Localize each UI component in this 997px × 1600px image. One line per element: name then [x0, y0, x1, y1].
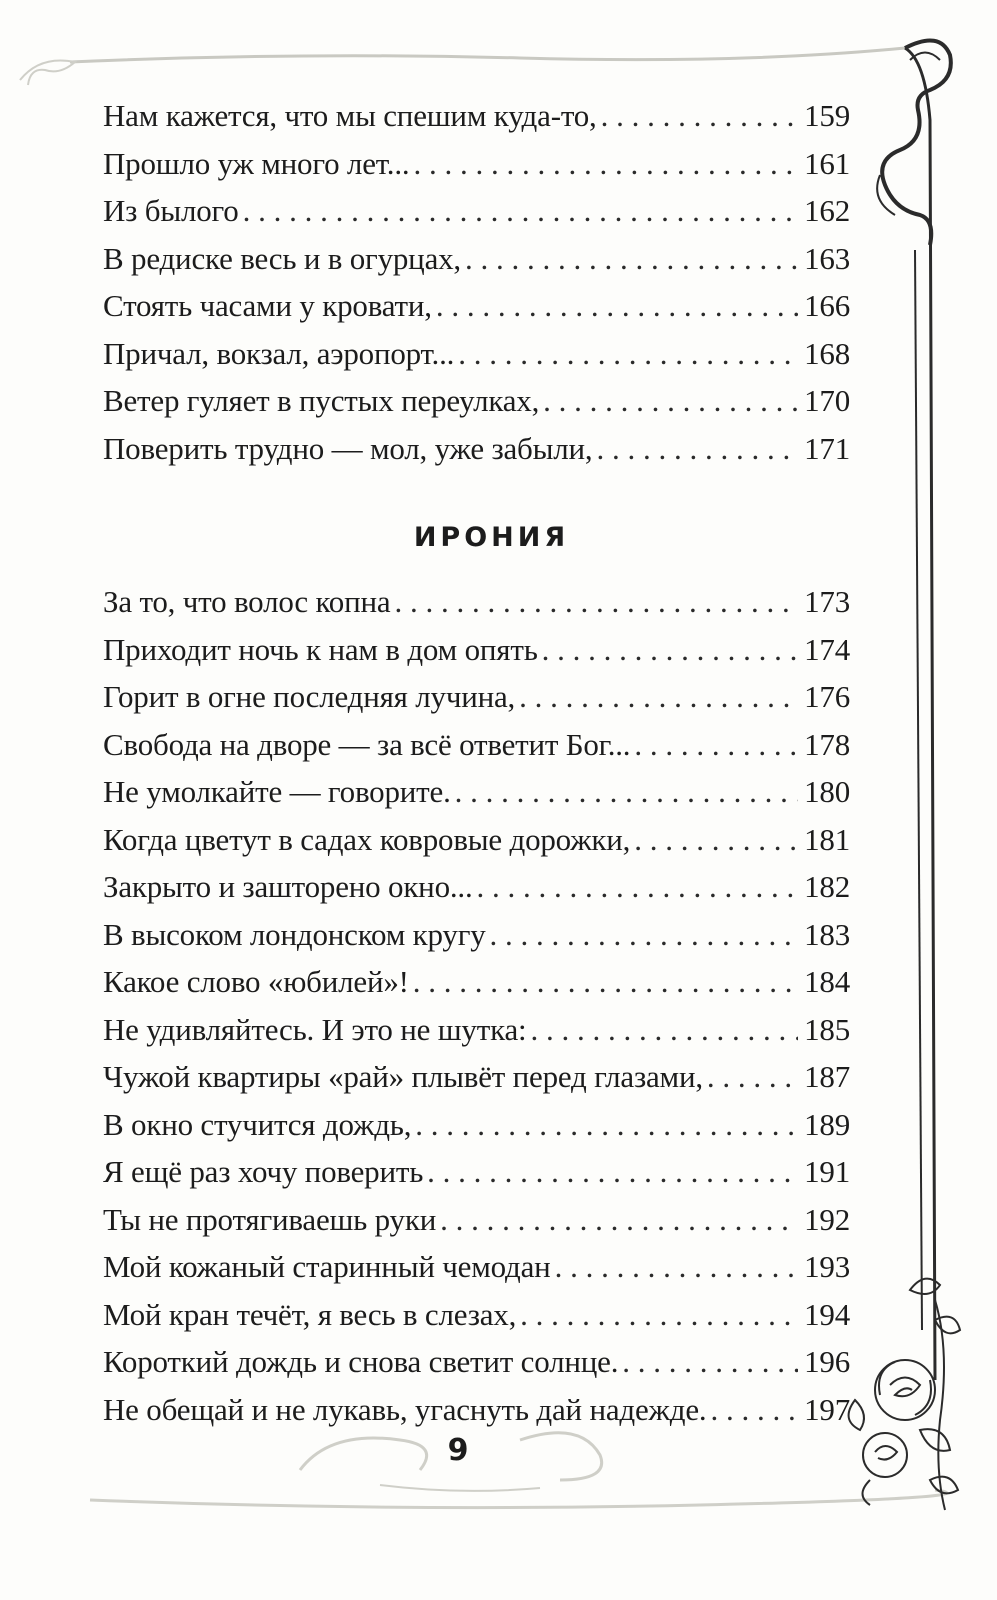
toc-entry[interactable]	[103, 383, 850, 431]
toc-entry-page: 166	[804, 288, 850, 323]
leader-dots	[530, 1012, 798, 1048]
toc-entry-title: Из былого	[103, 193, 239, 228]
leader-dots	[243, 193, 798, 229]
leader-dots	[519, 679, 798, 715]
toc-entry-title: Прошло уж много лет...	[103, 145, 410, 181]
toc-entry[interactable]	[103, 1012, 850, 1060]
toc-entry-page: 182	[804, 869, 850, 904]
leader-dots	[477, 869, 798, 905]
toc-entry[interactable]	[103, 1154, 850, 1202]
leader-dots	[542, 632, 798, 668]
toc-entry-page: 180	[804, 774, 850, 809]
toc-entry[interactable]	[103, 1392, 850, 1440]
toc-entry[interactable]	[103, 774, 850, 822]
leader-dots	[707, 1059, 798, 1095]
toc-entry-page: 161	[804, 145, 850, 181]
toc-entry[interactable]	[103, 1297, 850, 1345]
toc-entry[interactable]	[103, 1107, 850, 1155]
toc-entry-page: 178	[804, 726, 850, 762]
toc-section-2	[103, 584, 850, 1439]
toc-entry-page: 194	[804, 1296, 850, 1332]
top-border-line	[70, 48, 905, 62]
toc-entry-title: Свобода на дворе — за всё ответит Бог...	[103, 726, 631, 762]
toc-entry-title: Когда цветут в садах ковровые дорожки,	[103, 821, 631, 857]
toc-entry-title: Горит в огне последняя лучина,	[103, 679, 516, 714]
page-number-swirl	[380, 1485, 540, 1491]
toc-entry-page: 196	[804, 1344, 850, 1379]
leader-dots	[634, 727, 798, 763]
leader-dots	[458, 336, 798, 372]
toc-entry[interactable]	[103, 288, 850, 336]
leader-dots	[465, 241, 798, 277]
leader-dots	[634, 822, 798, 858]
leader-dots	[601, 98, 798, 134]
toc-entry-title: Нам кажется, что мы спешим куда-то,	[103, 98, 597, 133]
toc-entry[interactable]	[103, 193, 850, 241]
section-heading: ИРОНИЯ	[413, 522, 570, 553]
leader-dots	[596, 431, 798, 467]
leader-dots	[555, 1249, 798, 1285]
toc-entry-page: 192	[804, 1201, 850, 1237]
right-border-line-inner	[915, 250, 922, 1330]
toc-entry-page: 173	[804, 584, 850, 619]
top-left-flourish	[20, 60, 75, 85]
toc-section-1	[103, 98, 850, 478]
toc-entry-title: Поверить трудно — мол, уже забыли,	[103, 430, 593, 466]
toc-entry-title: Не умолкайте — говорите.	[103, 774, 451, 809]
toc-entry[interactable]	[103, 98, 850, 146]
toc-entry-title: Закрыто и зашторено окно...	[103, 869, 473, 904]
toc-entry[interactable]	[103, 1249, 850, 1297]
toc-entry-page: 170	[804, 383, 850, 418]
toc-entry-page: 176	[804, 679, 850, 714]
toc-entry[interactable]	[103, 584, 850, 632]
toc-entry-title: За то, что волос копна	[103, 584, 391, 619]
toc-entry[interactable]	[103, 1202, 850, 1250]
leader-dots	[455, 774, 798, 810]
toc-entry-page: 168	[804, 335, 850, 371]
leader-dots	[413, 964, 798, 1000]
toc-entry-title: Приходит ночь к нам в дом опять	[103, 631, 538, 667]
toc-entry-title: Не удивляйтесь. И это не шутка:	[103, 1011, 527, 1047]
toc-entry[interactable]	[103, 822, 850, 870]
toc-entry[interactable]	[103, 1344, 850, 1392]
leader-dots	[710, 1392, 798, 1428]
right-border-line	[905, 48, 935, 1380]
leader-dots	[427, 1154, 798, 1190]
toc-entry-title: Стоять часами у кровати,	[103, 288, 432, 323]
toc-entry-page: 185	[804, 1011, 850, 1047]
toc-entry[interactable]	[103, 964, 850, 1012]
leader-dots	[413, 146, 798, 182]
toc-entry-page: 189	[804, 1106, 850, 1142]
toc-entry-title: В редиске весь и в огурцах,	[103, 240, 461, 276]
toc-entry-page: 163	[804, 240, 850, 276]
toc-entry-title: Короткий дождь и снова светит солнце.	[103, 1344, 619, 1379]
leader-dots	[520, 1297, 798, 1333]
leader-dots	[394, 584, 798, 620]
page-number: 9	[447, 1433, 469, 1468]
toc-entry[interactable]	[103, 336, 850, 384]
toc-entry[interactable]	[103, 679, 850, 727]
toc-entry[interactable]	[103, 632, 850, 680]
toc-entry-title: Чужой квартиры «рай» плывёт перед глазами,	[103, 1059, 703, 1094]
toc-entry[interactable]	[103, 146, 850, 194]
toc-entry[interactable]	[103, 431, 850, 479]
leader-dots	[490, 917, 798, 953]
toc-entry-title: Не обещай и не лукавь, угаснуть дай надежде.	[103, 1391, 707, 1427]
toc-entry[interactable]	[103, 869, 850, 917]
toc-entry-title: Какое слово «юбилей»!	[103, 964, 409, 999]
toc-entry-title: В окно стучится дождь,	[103, 1106, 412, 1142]
toc-entry-page: 197	[804, 1391, 850, 1427]
leader-dots	[436, 288, 798, 324]
toc-entry-title: Мой кожаный старинный чемодан	[103, 1249, 551, 1284]
toc-entry-page: 193	[804, 1249, 850, 1284]
toc-entry-page: 181	[804, 821, 850, 857]
table-of-contents	[103, 98, 850, 1439]
toc-entry-page: 162	[804, 193, 850, 228]
toc-entry[interactable]	[103, 1059, 850, 1107]
toc-entry[interactable]	[103, 917, 850, 965]
toc-entry-title: Мой кран течёт, я весь в слезах,	[103, 1296, 517, 1332]
toc-entry[interactable]	[103, 241, 850, 289]
toc-entry-page: 159	[804, 98, 850, 133]
toc-entry-title: Я ещё раз хочу поверить	[103, 1154, 424, 1189]
toc-entry-title: Ты не протягиваешь руки	[103, 1201, 437, 1237]
leader-dots	[543, 383, 798, 419]
leader-dots	[415, 1107, 798, 1143]
toc-entry-title: Причал, вокзал, аэропорт...	[103, 335, 455, 371]
toc-entry-page: 191	[804, 1154, 850, 1189]
toc-entry-page: 187	[804, 1059, 850, 1094]
toc-entry-page: 171	[804, 430, 850, 466]
toc-entry-page: 174	[804, 631, 850, 667]
toc-entry-title: В высоком лондонском кругу	[103, 916, 486, 952]
toc-entry[interactable]	[103, 727, 850, 775]
toc-entry-title: Ветер гуляет в пустых переулках,	[103, 383, 540, 418]
leader-dots	[440, 1202, 798, 1238]
leader-dots	[622, 1344, 798, 1380]
bottom-border-line	[90, 1490, 947, 1508]
toc-entry-page: 184	[804, 964, 850, 999]
toc-entry-page: 183	[804, 916, 850, 952]
